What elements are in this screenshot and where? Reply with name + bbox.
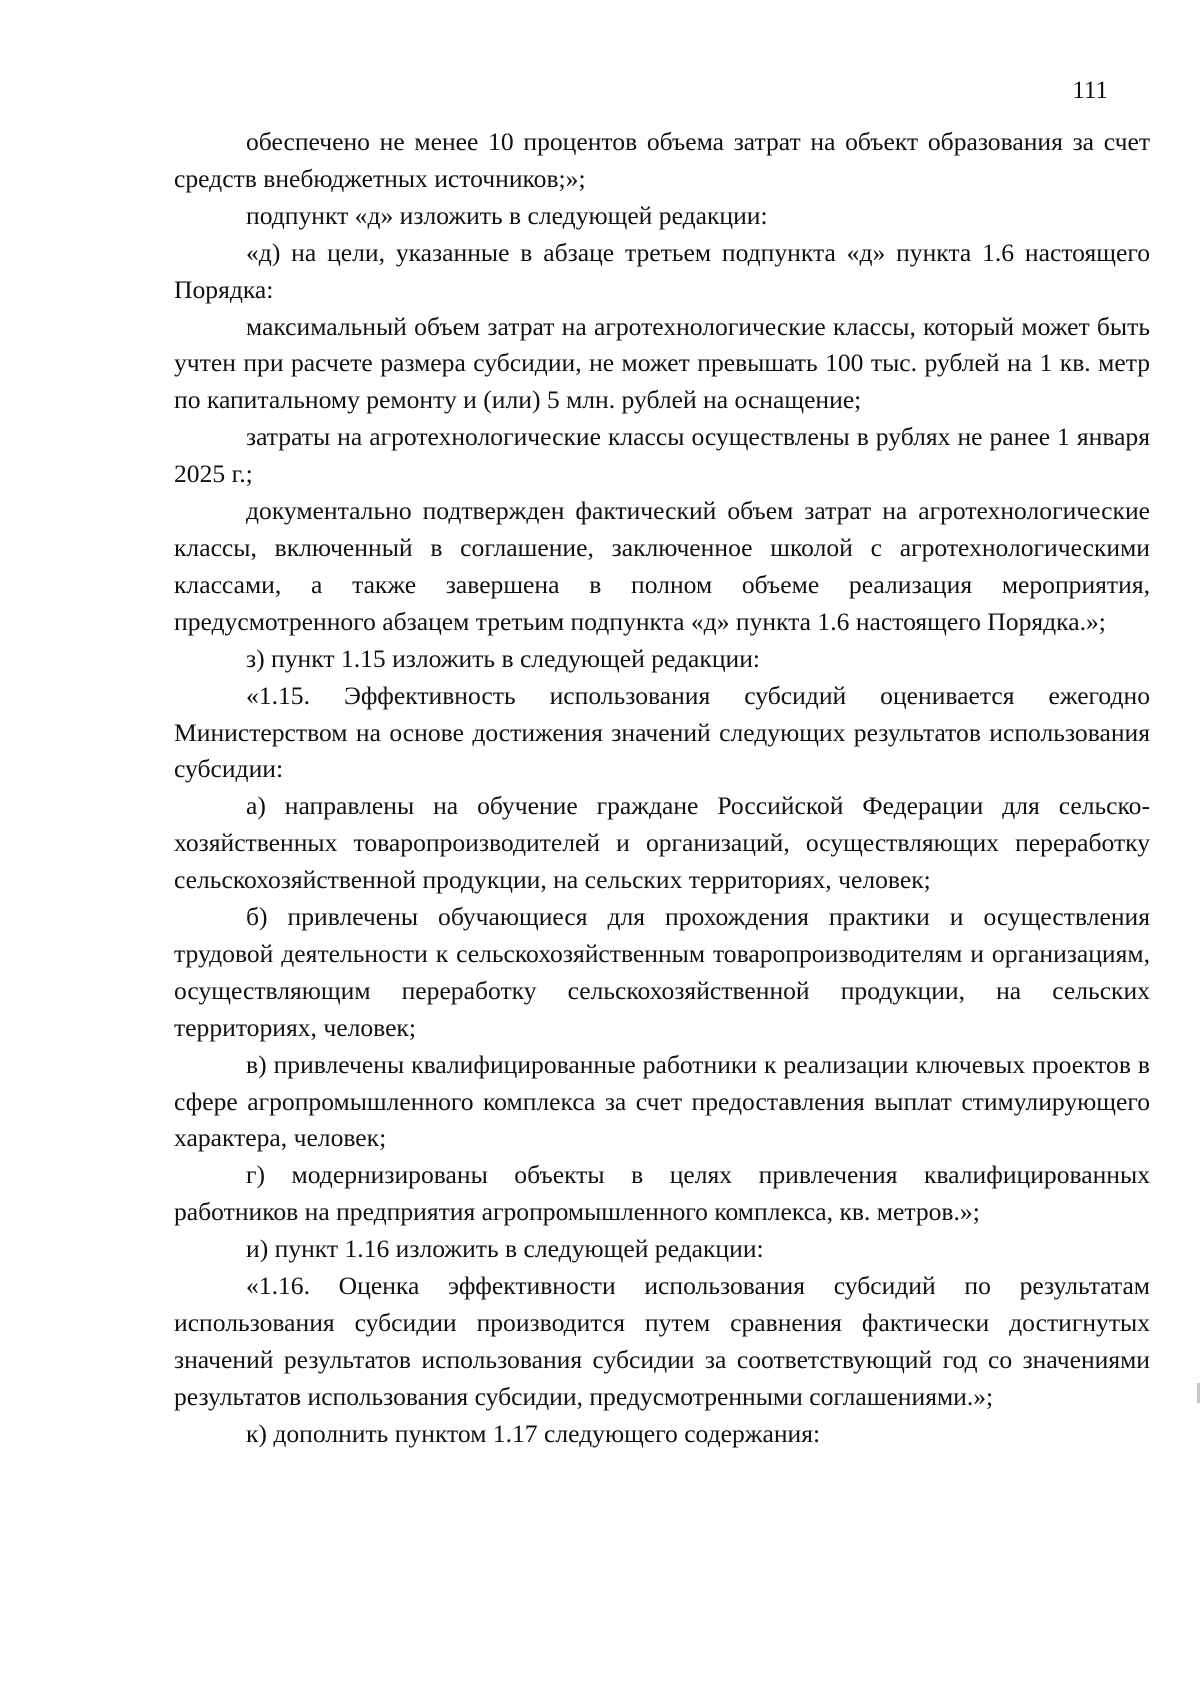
paragraph-clause-1-16: «1.16. Оценка эффективности использования субсидий по результатам использования субсидии производится путем сравнения фактически достигнутых значений результатов использования субсидии за соответствующий год со значениями результатов использования субсидии, предусмотренными соглашениями.»;: [174, 1271, 1150, 1411]
paragraph-clause-1-15: «1.15. Эффективность использования субсидий оценивается ежегодно Министерством на основе достижения значений следующих результатов использования субсидии:: [174, 680, 1150, 784]
paragraph-item-z-instruction: з) пункт 1.15 изложить в следующей редакции:: [246, 643, 761, 673]
paragraph-item-k-instruction: к) дополнить пунктом 1.17 следующего содержания:: [246, 1418, 821, 1448]
paragraph-max-costs: максимальный объем затрат на агротехнологические классы, который может быть учтен при расчете размера субсидии, не может превышать 100 тыс. рублей на 1 кв. метр по капитальному ремонту и (или) 5 млн. рублей на оснащение;: [174, 311, 1150, 415]
paragraph-result-v: в) привлечены квалифицированные работники к реализации ключевых проектов в сфере агропромышленного комплекса за счет предоставления выплат стимулирующего характера, человек;: [174, 1049, 1150, 1153]
paragraph-result-b: б) привлечены обучающиеся для прохождения практики и осуществления трудовой деятельности к сельскохозяйственным товаропроизводителям и организациям, осуществляющим переработку сельскохозяйственной продукции, на сельских территориях, человек;: [174, 902, 1150, 1042]
paragraph-subitem-d-instruction: подпункт «д» изложить в следующей редакции:: [246, 200, 768, 230]
paragraph-intro-continuation: обеспечено не менее 10 процентов объема затрат на объект образования за счет средств внебюджетных источников;»;: [174, 127, 1150, 193]
paragraph-costs-date: затраты на агротехнологические классы осуществлены в рублях не ранее 1 января 2025 г.;: [174, 422, 1150, 489]
paragraph-result-g: г) модернизированы объекты в целях привлечения квалифицированных работников на предприятия агропромышленного комплекса, кв. метров.»;: [174, 1160, 1150, 1227]
paragraph-subitem-d-text: «д) на цели, указанные в абзаце третьем подпункта «д» пункта 1.6 настоящего Порядка:: [174, 237, 1150, 304]
paragraph-documented-costs: документально подтвержден фактический объем затрат на агротехнологические классы, включенный в соглашение, заключенное школой с агротехнологическими классами, а также завершена в полном объеме реализация мероприятия, предусмотренного абзацем третьим подпункта «д» пункта 1.6 настоящего Порядка.»;: [174, 496, 1150, 636]
page-number: 111: [1072, 77, 1108, 104]
document-body: [174, 124, 1150, 1453]
paragraph-item-i-instruction: и) пункт 1.16 изложить в следующей редакции:: [246, 1234, 764, 1264]
paragraph-result-a: а) направлены на обучение граждане Российской Федерации для сельскохозяйственных товаропроизводителей и организаций, осуществляющих переработку сельскохозяйственной продукции, на сельских территориях, человек;: [174, 791, 1150, 895]
